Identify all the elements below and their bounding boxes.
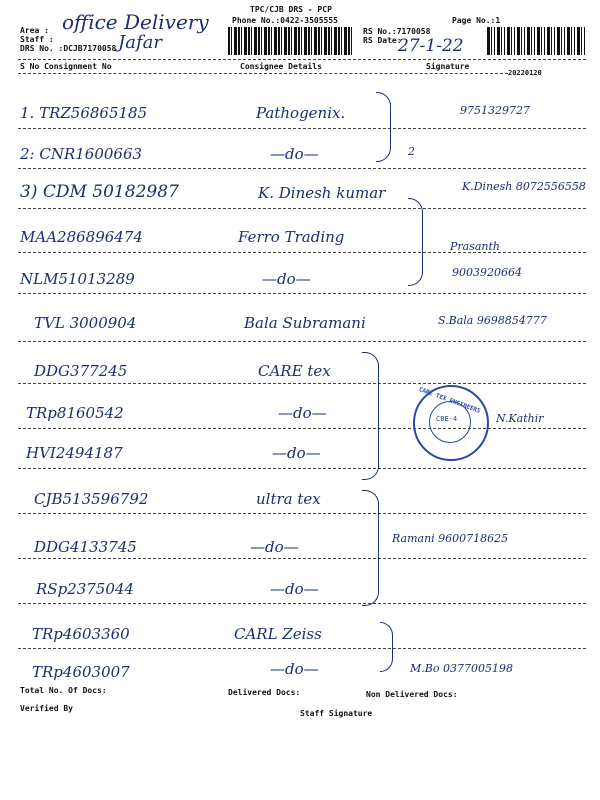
area-label: Area : <box>20 26 49 35</box>
signature-1: 9751329727 <box>460 104 530 117</box>
row-rule <box>18 293 586 294</box>
row-rule <box>18 252 586 253</box>
consignment-3: 3) CDM 50182987 <box>20 182 179 202</box>
consignment-5: NLM51013289 <box>20 270 135 288</box>
consignment-9: HVI2494187 <box>26 444 123 462</box>
stamp-ring <box>429 401 471 443</box>
row-rule <box>18 428 586 429</box>
col-signature: Signature <box>426 62 470 71</box>
row-rule <box>18 603 586 604</box>
area-value: office Delivery <box>62 10 209 34</box>
signature-6: S.Bala 9698854777 <box>438 314 547 327</box>
print-date: 20220120 <box>508 69 542 77</box>
consignee-4: Ferro Trading <box>238 228 345 246</box>
group-bracket <box>408 198 423 286</box>
row-rule <box>18 383 586 384</box>
page-number: Page No.:1 <box>452 16 501 25</box>
signature-8: N.Kathir <box>496 412 544 425</box>
non-delivered-docs-label: Non Delivered Docs: <box>366 690 458 699</box>
consignee-10: ultra tex <box>256 490 321 508</box>
consignment-11: DDG4133745 <box>34 538 137 556</box>
total-docs-label: Total No. Of Docs: <box>20 686 107 695</box>
consignee-2: —do— <box>270 145 319 163</box>
signature-11: Ramani 9600718625 <box>392 532 509 545</box>
staff-label: Staff : <box>20 35 54 44</box>
phone-number: Phone No.:0422-3505555 <box>232 16 338 25</box>
signature-14: M.Bo 0377005198 <box>410 662 513 675</box>
consignment-12: RSp2375044 <box>36 580 134 598</box>
group-bracket <box>362 352 379 480</box>
drs-number: DRS No. :DCJB7170058 <box>20 44 117 53</box>
consignee-3: K. Dinesh kumar <box>258 184 386 202</box>
signature-4: Prasanth <box>450 240 501 253</box>
group-bracket <box>362 490 379 606</box>
consignee-6: Bala Subramani <box>244 314 366 332</box>
consignment-2: 2: CNR1600663 <box>20 145 143 163</box>
consignee-8: —do— <box>278 404 327 422</box>
stamp-text: CARE TEX ENGINEERS <box>417 386 482 415</box>
consignee-9: —do— <box>272 444 321 462</box>
consignment-10: CJB513596792 <box>34 490 149 508</box>
consignment-7: DDG377245 <box>34 362 128 380</box>
row-rule <box>18 341 586 342</box>
col-consignee: Consignee Details <box>240 62 322 71</box>
consignment-1: 1. TRZ56865185 <box>20 104 148 122</box>
rs-barcode <box>487 27 587 55</box>
rs-date-label: RS Date: <box>363 36 402 45</box>
header-divider <box>18 59 586 60</box>
row-rule <box>18 128 586 129</box>
group-bracket <box>376 92 391 162</box>
consignment-14: TRp4603007 <box>32 663 130 681</box>
row-rule <box>18 468 586 469</box>
consignee-1: Pathogenix. <box>256 104 346 122</box>
consignment-6: TVL 3000904 <box>34 314 137 332</box>
signature-3: K.Dinesh 8072556558 <box>462 180 586 193</box>
row-rule <box>18 513 586 514</box>
consignment-8: TRp8160542 <box>26 404 124 422</box>
row-rule <box>18 208 586 209</box>
consignee-13: CARL Zeiss <box>234 625 322 643</box>
column-divider <box>18 73 508 74</box>
stamp-inner-text: CBE-4 <box>436 415 458 423</box>
consignee-5: —do— <box>262 270 311 288</box>
group-bracket <box>380 622 393 672</box>
signature-5: 9003920664 <box>452 266 522 279</box>
consignee-11: —do— <box>250 538 299 556</box>
signature-2: 2 <box>408 145 415 158</box>
consignee-12: —do— <box>270 580 319 598</box>
rs-date-value: 27-1-22 <box>398 36 464 56</box>
staff-signature-label: Staff Signature <box>300 709 373 718</box>
row-rule <box>18 558 586 559</box>
consignee-7: CARE tex <box>258 362 331 380</box>
rs-number: RS No.:7170058 <box>363 27 431 36</box>
verified-by-label: Verified By <box>20 704 73 713</box>
delivered-docs-label: Delivered Docs: <box>228 688 301 697</box>
sheet-title: TPC/CJB DRS - PCP <box>250 5 332 14</box>
row-rule <box>18 168 586 169</box>
consignee-14: —do— <box>270 660 319 678</box>
consignment-4: MAA286896474 <box>20 228 143 246</box>
drs-barcode <box>228 27 353 55</box>
staff-value: Jafar <box>118 32 162 53</box>
row-rule <box>18 648 586 649</box>
consignment-13: TRp4603360 <box>32 625 130 643</box>
company-stamp <box>413 385 489 461</box>
col-consignment: S No Consignment No <box>20 62 112 71</box>
